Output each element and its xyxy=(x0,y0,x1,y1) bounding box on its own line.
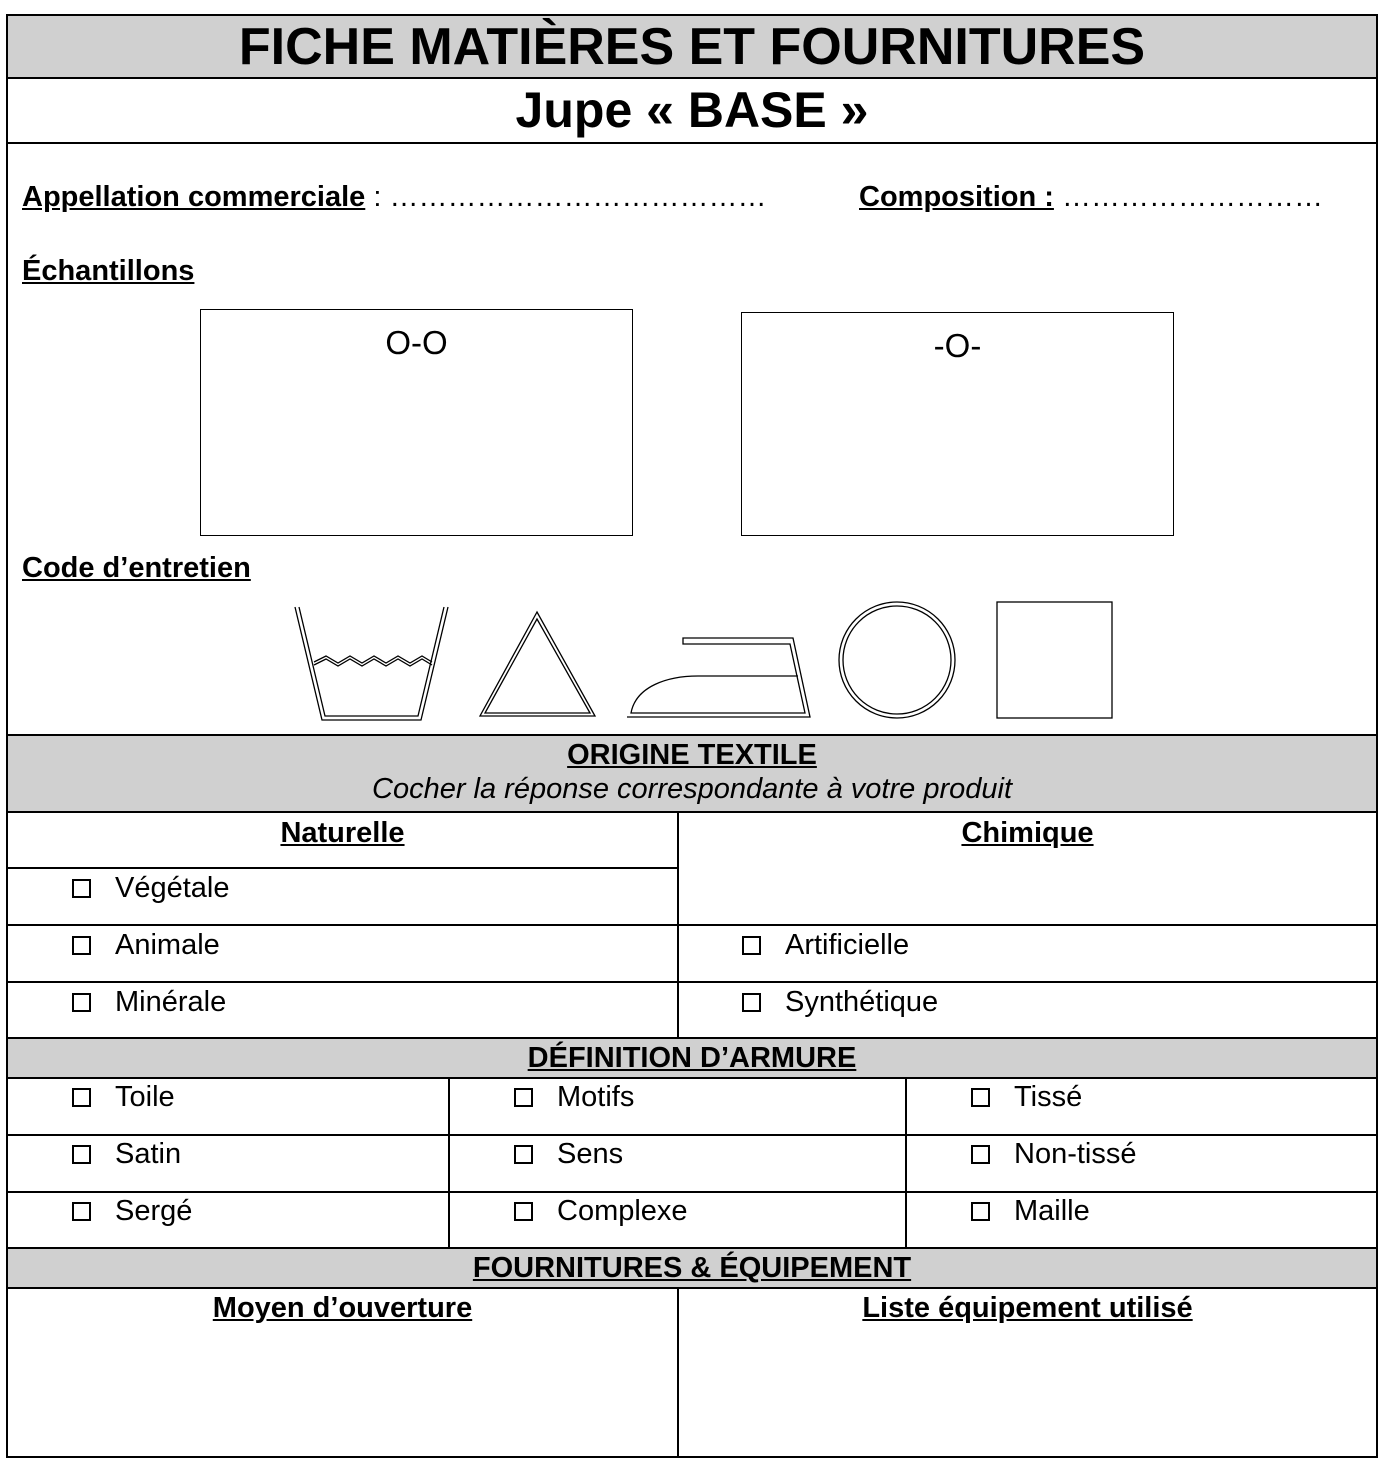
form-sheet xyxy=(6,14,1378,1458)
sample-box-1-mark: O-O xyxy=(385,324,448,361)
checkbox-square-icon[interactable] xyxy=(514,1145,533,1164)
origin-heading: ORIGINE TEXTILE xyxy=(567,739,817,771)
tumble-dry-square-icon[interactable] xyxy=(997,602,1112,718)
checkbox-complexe[interactable] xyxy=(514,1195,688,1228)
option-label: Végétale xyxy=(115,872,230,904)
page-title: FICHE MATIÈRES ET FOURNITURES xyxy=(238,18,1146,76)
checkbox-square-icon[interactable] xyxy=(72,1145,91,1164)
option-label: Artificielle xyxy=(785,929,910,961)
samples-label: Échantillons xyxy=(22,255,195,287)
option-label: Satin xyxy=(115,1138,182,1170)
checkbox-artificielle[interactable] xyxy=(742,929,909,962)
equipement-field[interactable] xyxy=(688,1334,1368,1449)
composition-label: Composition : xyxy=(859,181,1054,213)
checkbox-square-icon[interactable] xyxy=(72,1202,91,1221)
appellation-label: Appellation commerciale xyxy=(22,181,366,213)
option-label: Toile xyxy=(115,1081,175,1113)
checkbox-sens[interactable] xyxy=(514,1138,623,1171)
composition-field[interactable]: ……………………… xyxy=(1053,181,1323,213)
fournitures-heading: FOURNITURES & ÉQUIPEMENT xyxy=(472,1252,912,1284)
origin-band xyxy=(8,736,1376,812)
option-label: Complexe xyxy=(557,1195,688,1227)
checkbox-square-icon[interactable] xyxy=(742,936,761,955)
dry-clean-circle-icon[interactable] xyxy=(839,602,955,718)
checkbox-tisse[interactable] xyxy=(971,1081,1082,1114)
option-label: Synthétique xyxy=(785,986,939,1018)
option-label: Motifs xyxy=(557,1081,635,1113)
checkbox-minerale[interactable] xyxy=(72,986,226,1019)
armure-band xyxy=(8,1039,1376,1077)
checkbox-square-icon[interactable] xyxy=(72,1088,91,1107)
checkbox-square-icon[interactable] xyxy=(72,993,91,1012)
iron-icon[interactable] xyxy=(627,638,810,717)
checkbox-square-icon[interactable] xyxy=(742,993,761,1012)
fournitures-band xyxy=(8,1249,1376,1287)
checkbox-square-icon[interactable] xyxy=(971,1145,990,1164)
checkbox-square-icon[interactable] xyxy=(514,1088,533,1107)
equipement-heading: Liste équipement utilisé xyxy=(862,1292,1193,1324)
care-label: Code d’entretien xyxy=(22,552,251,584)
option-label: Tissé xyxy=(1014,1081,1083,1113)
checkbox-vegetale[interactable] xyxy=(72,872,230,905)
bleach-triangle-icon[interactable] xyxy=(480,612,595,716)
checkbox-square-icon[interactable] xyxy=(971,1088,990,1107)
option-label: Animale xyxy=(115,929,220,961)
checkbox-synthetique[interactable] xyxy=(742,986,938,1019)
option-label: Minérale xyxy=(115,986,227,1018)
checkbox-toile[interactable] xyxy=(72,1081,175,1114)
option-label: Non-tissé xyxy=(1014,1138,1137,1170)
sample-box-2-mark: -O- xyxy=(933,327,982,364)
ouverture-heading: Moyen d’ouverture xyxy=(212,1292,473,1324)
naturelle-heading: Naturelle xyxy=(280,817,405,849)
chimique-heading: Chimique xyxy=(961,817,1094,849)
checkbox-square-icon[interactable] xyxy=(514,1202,533,1221)
checkbox-satin[interactable] xyxy=(72,1138,181,1171)
checkbox-square-icon[interactable] xyxy=(971,1202,990,1221)
option-label: Maille xyxy=(1014,1195,1090,1227)
checkbox-motifs[interactable] xyxy=(514,1081,634,1114)
option-label: Sens xyxy=(557,1138,624,1170)
checkbox-square-icon[interactable] xyxy=(72,879,91,898)
checkbox-square-icon[interactable] xyxy=(72,936,91,955)
option-label: Sergé xyxy=(115,1195,193,1227)
appellation-field[interactable]: : ………………………………… xyxy=(365,181,767,213)
checkbox-serge[interactable] xyxy=(72,1195,192,1228)
checkbox-animale[interactable] xyxy=(72,929,220,962)
care-symbols xyxy=(8,16,1376,736)
armure-heading: DÉFINITION D’ARMURE xyxy=(527,1042,857,1074)
checkbox-non-tisse[interactable] xyxy=(971,1138,1137,1171)
wash-tub-icon[interactable] xyxy=(295,607,448,720)
origin-instruction: Cocher la réponse correspondante à votre produit xyxy=(372,773,1012,805)
checkbox-maille[interactable] xyxy=(971,1195,1090,1228)
ouverture-field[interactable] xyxy=(18,1334,668,1449)
product-title: Jupe « BASE » xyxy=(515,82,869,138)
